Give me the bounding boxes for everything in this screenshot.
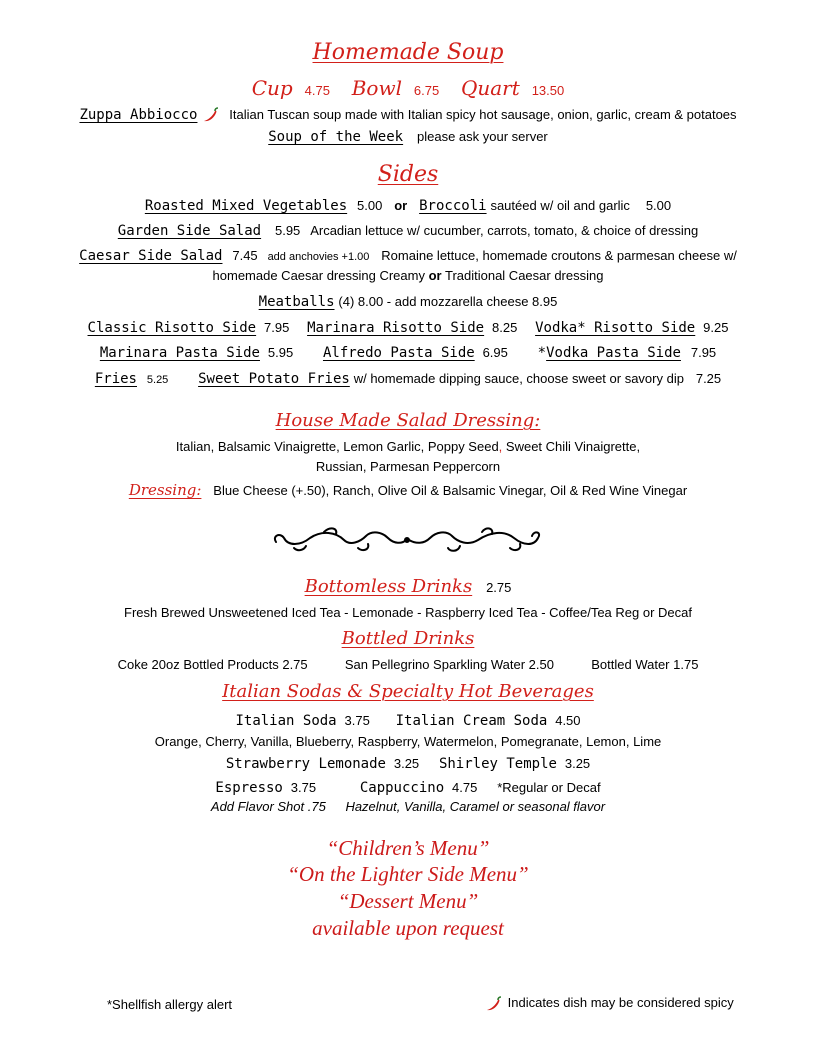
caesar-row-2 xyxy=(0,268,816,283)
chili-pepper-icon xyxy=(484,996,502,1012)
soup-sizes xyxy=(0,76,816,100)
alfredo-pasta: Alfredo Pasta Side xyxy=(322,345,475,361)
dressing-options: Blue Cheese (+.50), Ranch, Olive Oil & Balsamic Vinegar, Oil & Red Wine Vinegar xyxy=(213,483,688,498)
dressing-line-1b: Sweet Chili Vinaigrette, xyxy=(502,439,641,454)
caesar-addon: add anchovies +1.00 xyxy=(267,251,370,263)
meatballs-desc: (4) 8.00 - add mozzarella cheese 8.95 xyxy=(338,294,558,309)
garden-desc: Arcadian lettuce w/ cucumber, carrots, tomato, & choice of dressing xyxy=(310,223,699,238)
fries-name: Fries xyxy=(94,371,137,387)
sweet-fries-desc: w/ homemade dipping sauce, choose sweet or savory dip xyxy=(353,371,684,386)
cream-soda-price: 4.50 xyxy=(555,713,581,728)
available-note: available upon request xyxy=(312,916,504,940)
soup-week-name: Soup of the Week xyxy=(268,129,404,145)
vodka-pasta-star: * xyxy=(537,345,547,361)
shirley-price: 3.25 xyxy=(564,756,591,771)
classic-risotto-price: 7.95 xyxy=(264,320,290,335)
vodka-risotto: Vodka* Risotto Side xyxy=(535,320,696,336)
zuppa-name: Zuppa Abbiocco xyxy=(79,107,198,123)
vodka-pasta: Vodka Pasta Side xyxy=(546,345,681,361)
bowl-label: Bowl xyxy=(351,76,402,100)
soup-week-desc: please ask your server xyxy=(416,129,548,144)
marinara-pasta-price: 5.95 xyxy=(267,345,294,360)
or-text: or xyxy=(394,198,408,213)
espresso-price: 3.75 xyxy=(290,780,317,795)
bottomless-list: Fresh Brewed Unsweetened Iced Tea - Lemonade - Raspberry Iced Tea - Coffee/Tea Reg or Decaf xyxy=(124,605,692,620)
roasted-name: Roasted Mixed Vegetables xyxy=(144,198,348,214)
roasted-price: 5.00 xyxy=(357,198,383,213)
vodka-pasta-price: 7.95 xyxy=(690,345,717,360)
dressing-comma: , xyxy=(498,439,503,454)
caesar-desc2b: Traditional Caesar dressing xyxy=(444,268,604,283)
marinara-pasta: Marinara Pasta Side xyxy=(99,345,260,361)
strawberry-price: 3.25 xyxy=(393,756,420,771)
classic-risotto: Classic Risotto Side xyxy=(87,320,257,336)
bottled-row xyxy=(0,657,816,672)
childrens-menu: “Children’s Menu” xyxy=(326,836,490,860)
spicy-note-text: Indicates dish may be considered spicy xyxy=(507,995,734,1010)
soup-title: Homemade Soup xyxy=(312,40,504,65)
italian-title: Italian Sodas & Specialty Hot Beverages xyxy=(222,681,594,702)
cappuccino-price: 4.75 xyxy=(452,780,478,795)
dressing-line-2: Russian, Parmesan Peppercorn xyxy=(315,459,501,474)
zuppa-row xyxy=(0,106,816,123)
water-item: Bottled Water 1.75 xyxy=(591,657,699,672)
flavor-shot: Add Flavor Shot .75 xyxy=(210,799,326,814)
sweet-fries-name: Sweet Potato Fries xyxy=(198,371,350,387)
spicy-note xyxy=(484,995,734,1012)
flourish-divider xyxy=(270,522,545,556)
cream-soda: Italian Cream Soda xyxy=(395,713,548,729)
meatballs-row xyxy=(0,293,816,310)
pellegrino-item: San Pellegrino Sparkling Water 2.50 xyxy=(344,657,554,672)
chili-pepper-icon xyxy=(201,107,219,123)
bottled-title: Bottled Drinks xyxy=(341,628,475,649)
bottomless-row xyxy=(0,576,816,597)
coffee-row xyxy=(0,779,816,796)
dressing-title: House Made Salad Dressing: xyxy=(275,410,541,431)
flavor-shot-row xyxy=(0,799,816,814)
marinara-risotto: Marinara Risotto Side xyxy=(307,320,485,336)
sweet-fries-price: 7.25 xyxy=(695,371,722,386)
fries-price: 5.25 xyxy=(146,374,169,386)
caesar-name: Caesar Side Salad xyxy=(79,248,223,264)
dressing-line-1a: Italian, Balsamic Vinaigrette, Lemon Garlic, Poppy Seed xyxy=(175,439,499,454)
caesar-row xyxy=(0,247,816,264)
shirley-temple: Shirley Temple xyxy=(438,756,557,772)
dressing-label: Dressing: xyxy=(128,481,202,499)
roasted-row xyxy=(0,197,816,214)
quart-label: Quart xyxy=(460,76,520,100)
risotto-row xyxy=(0,319,816,336)
lighter-side-menu: “On the Lighter Side Menu” xyxy=(287,862,529,886)
pasta-row xyxy=(0,344,816,361)
shellfish-note: *Shellfish allergy alert xyxy=(107,997,233,1012)
sides-title: Sides xyxy=(377,162,439,187)
garden-row xyxy=(0,222,816,239)
caesar-desc1: Romaine lettuce, homemade croutons & parmesan cheese w/ xyxy=(381,248,737,263)
alfredo-pasta-price: 6.95 xyxy=(482,345,508,360)
dressing-line-1 xyxy=(0,439,816,454)
caesar-or: or xyxy=(428,268,442,283)
reg-decaf: *Regular or Decaf xyxy=(497,780,601,795)
cup-price: 4.75 xyxy=(304,83,330,98)
meatballs-name: Meatballs xyxy=(258,294,335,310)
cup-label: Cup xyxy=(251,76,293,100)
soda-flavors: Orange, Cherry, Vanilla, Blueberry, Raspberry, Watermelon, Pomegranate, Lemon, Lime xyxy=(154,734,662,749)
strawberry-lemonade: Strawberry Lemonade xyxy=(225,756,386,772)
dressing-line-3 xyxy=(0,481,816,499)
caesar-desc2a: homemade Caesar dressing Creamy xyxy=(212,268,425,283)
coke-item: Coke 20oz Bottled Products 2.75 xyxy=(117,657,308,672)
fries-row xyxy=(0,370,816,387)
cappuccino: Cappuccino xyxy=(359,780,445,796)
zuppa-desc: Italian Tuscan soup made with Italian spicy hot sausage, onion, garlic, cream & potatoes xyxy=(229,107,737,122)
quart-price: 13.50 xyxy=(531,83,565,98)
vodka-risotto-price: 9.25 xyxy=(703,320,729,335)
bottomless-title: Bottomless Drinks xyxy=(304,576,473,597)
caesar-price: 7.45 xyxy=(232,248,258,263)
soup-week-row xyxy=(0,128,816,145)
soda-row xyxy=(0,712,816,729)
garden-name: Garden Side Salad xyxy=(117,223,262,239)
broccoli-desc: sautéed w/ oil and garlic xyxy=(490,198,630,213)
italian-soda: Italian Soda xyxy=(235,713,337,729)
broccoli-price: 5.00 xyxy=(645,198,672,213)
flavor-shot-options: Hazelnut, Vanilla, Caramel or seasonal flavor xyxy=(345,799,606,814)
italian-soda-price: 3.75 xyxy=(344,713,370,728)
espresso: Espresso xyxy=(215,780,283,796)
bottomless-price: 2.75 xyxy=(486,580,512,595)
broccoli-name: Broccoli xyxy=(419,198,487,214)
garden-price: 5.95 xyxy=(274,223,301,238)
bowl-price: 6.75 xyxy=(413,83,440,98)
marinara-risotto-price: 8.25 xyxy=(492,320,518,335)
dessert-menu: “Dessert Menu” xyxy=(337,889,479,913)
lemonade-row xyxy=(0,755,816,772)
